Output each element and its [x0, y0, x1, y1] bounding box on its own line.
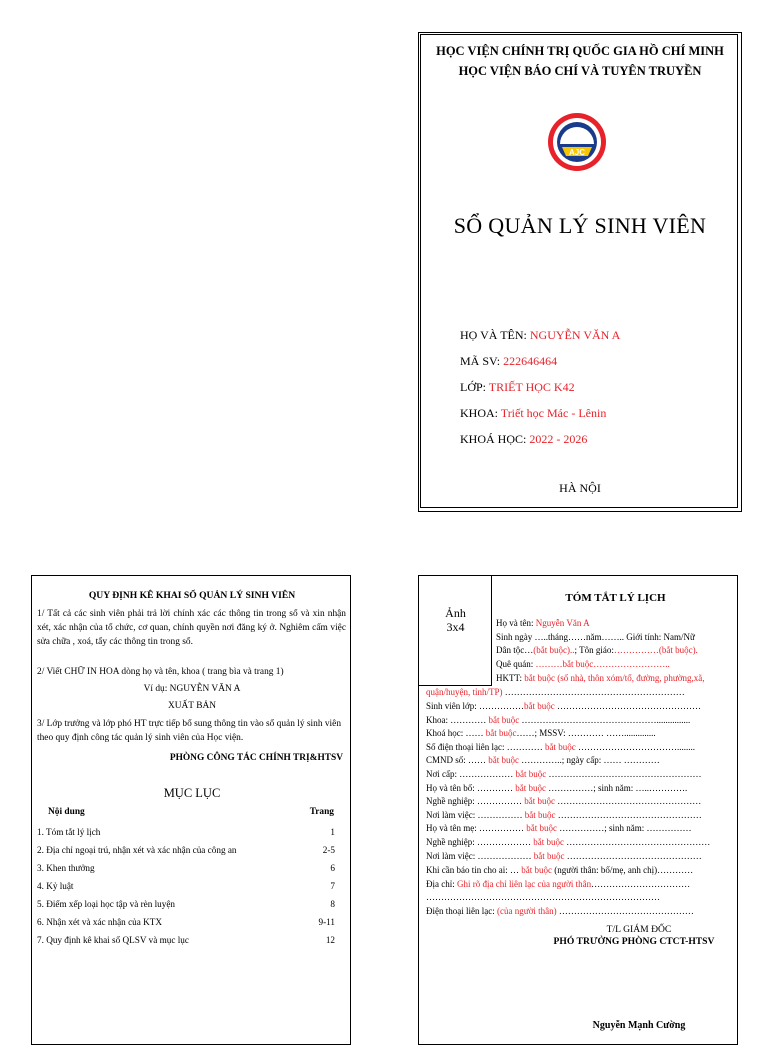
institution-name-1: HỌC VIỆN CHÍNH TRỊ QUỐC GIA HỒ CHÍ MINH [436, 44, 724, 58]
cover-student-id-line: MÃ SV: 222646464 [460, 354, 558, 368]
rule-1: 1/ Tất cả các sinh viên phải trả lời chính xác các thông tin trong sổ và xin nhận xét, xác nhận của tổ chức, cơ quan, chính quyền nơi đăng ký ở. Nghiêm cấm việc sửa chữa , xoá, tẩy các thông tin trong sổ. [37, 609, 346, 647]
toc-header-page: Trang [309, 807, 334, 817]
bio-top-fields [496, 617, 736, 671]
toc-item: 6. Nhận xét và xác nhận của KTX 9-11 [37, 917, 335, 927]
signer-name: Nguyễn Mạnh Cường [592, 1020, 686, 1031]
toc-item: 7. Quy định kê khai sổ QLSV và mục lục 12 [37, 935, 335, 945]
cover-class-line: LỚP: TRIẾT HỌC K42 [460, 380, 575, 394]
bio-title: TÓM TẮT LÝ LỊCH [565, 592, 666, 604]
bio-field-line: Số điện thoại liên lạc: ………… bắt buộc ……………………………........ [426, 741, 695, 752]
photo-label: Ảnh 3x4 [445, 606, 466, 634]
cover-page [420, 34, 738, 508]
toc-item: 2. Địa chỉ ngoại trú, nhận xét và xác nhận của công an 2-5 [37, 845, 335, 855]
bio-hometown-line: Quê quán: ………bắt buộc…………………….. [496, 658, 670, 669]
bio-notify-line: Khi cần báo tin cho ai: … bắt buộc (người thân: bố/mẹ, anh chị)………… [426, 865, 694, 875]
bio-field-line: Nơi làm việc: …………… bắt buộc ………………………………………… [426, 809, 702, 820]
bio-field-line: Nghề nghiệp: …………… bắt buộc ………………………………………… [426, 796, 702, 807]
toc-header-content: Nội dung [48, 807, 85, 817]
bio-field-line: Họ và tên mẹ: …………… bắt buộc ……………; sinh năm: …………… [426, 823, 692, 834]
rule-example-2: XUẤT BẢN [167, 701, 216, 711]
toc-item: 1. Tóm tắt lý lịch 1 [37, 827, 335, 837]
rule-2: 2/ Viết CHỮ IN HOA dòng họ và tên, khoa ( trang bìa và trang 1) [37, 667, 284, 677]
bio-ethnic-line: Dân tộc…(bắt buộc)..; Tôn giáo:……………(bắt buộc). [496, 645, 698, 656]
bio-field-line: Họ và tên bố: ………… bắt buộc ……………; sinh năm: …..…………. [426, 782, 688, 793]
bio-contact-address-line: Địa chỉ: Ghi rõ địa chỉ liên lạc của người thân…………………………… [426, 878, 691, 889]
rule-3: 3/ Lớp trưởng và lớp phó HT trực tiếp bổ sung thông tin vào sổ quản lý sinh viên theo quy định công tác quản lý sinh viên của Học viện. [37, 719, 342, 743]
photo-box [419, 576, 492, 686]
rules-office: PHÒNG CÔNG TÁC CHÍNH TRỊ&HTSV [169, 753, 343, 763]
bio-dob-line: Sinh ngày …..tháng……năm…….. Giới tính: Nam/Nữ [496, 631, 695, 642]
bio-phone-line: Điện thoại liên lạc: (của người thân) ……………………………………… [426, 905, 694, 916]
toc-item: 5. Điểm xếp loại học tập và rèn luyện 8 [37, 899, 335, 909]
bio-field-line: Nơi làm việc: ……………… bắt buộc ……………………………………… [426, 850, 702, 861]
toc-title: MỤC LỤC [163, 786, 221, 800]
bio-page [418, 575, 738, 1045]
cover-info-block [460, 322, 620, 452]
rules-title: QUY ĐỊNH KÊ KHAI SỔ QUẢN LÝ SINH VIÊN [88, 590, 296, 601]
cover-course-line: KHOÁ HỌC: 2022 - 2026 [460, 432, 588, 446]
sign-title-1: T/L GIÁM ĐỐC [606, 924, 672, 935]
logo-text: AJC [568, 148, 586, 157]
bio-field-line: Khoá học: …… bắt buộc……; MSSV: ………… …….............. [426, 728, 656, 739]
toc-item: 4. Kỷ luật 7 [37, 881, 335, 891]
bio-field-line: Khoa: ………… bắt buộc ………………………………………............... [426, 714, 691, 725]
bio-field-line: CMND số: …… bắt buộc …………..; ngày cấp: …… ………… [426, 755, 660, 766]
bio-name-line: Họ và tên: Nguyễn Văn A [496, 618, 590, 628]
toc-item: 3. Khen thưởng 6 [37, 863, 335, 873]
bio-address: HKTT: bắt buộc (số nhà, thôn xóm/tổ, đường, phường,xã, quận/huyện, tỉnh/TP) …………………………………………………… [426, 673, 705, 697]
ajc-logo-icon [546, 111, 608, 173]
bio-contact [426, 864, 736, 918]
bio-field-line: Nơi cấp: ……………… bắt buộc …………………………………………… [426, 768, 702, 779]
rule-example: Ví dụ: NGUYỄN VĂN A [143, 684, 241, 694]
bio-lines [426, 700, 736, 863]
cover-faculty-line: KHOA: Triết học Mác - Lênin [460, 406, 607, 420]
rules-page [31, 575, 351, 1045]
bio-field-line: Nghề nghiệp: ……………… bắt buộc ………………………………………… [426, 836, 711, 847]
cover-name-line: HỌ VÀ TÊN: NGUYỄN VĂN A [460, 328, 621, 342]
sign-title-2: PHÓ TRƯỞNG PHÒNG CTCT-HTSV [553, 936, 715, 947]
toc-list [37, 823, 335, 949]
bio-blank-line: …………………………………………………………………… [426, 892, 660, 903]
cover-title: SỔ QUẢN LÝ SINH VIÊN [453, 213, 707, 238]
cover-city: HÀ NỘI [559, 481, 601, 495]
institution-name-2: HỌC VIỆN BÁO CHÍ VÀ TUYÊN TRUYỀN [458, 64, 702, 78]
bio-field-line: Sinh viên lớp: ……………bắt buộc ………………………………………… [426, 701, 702, 711]
